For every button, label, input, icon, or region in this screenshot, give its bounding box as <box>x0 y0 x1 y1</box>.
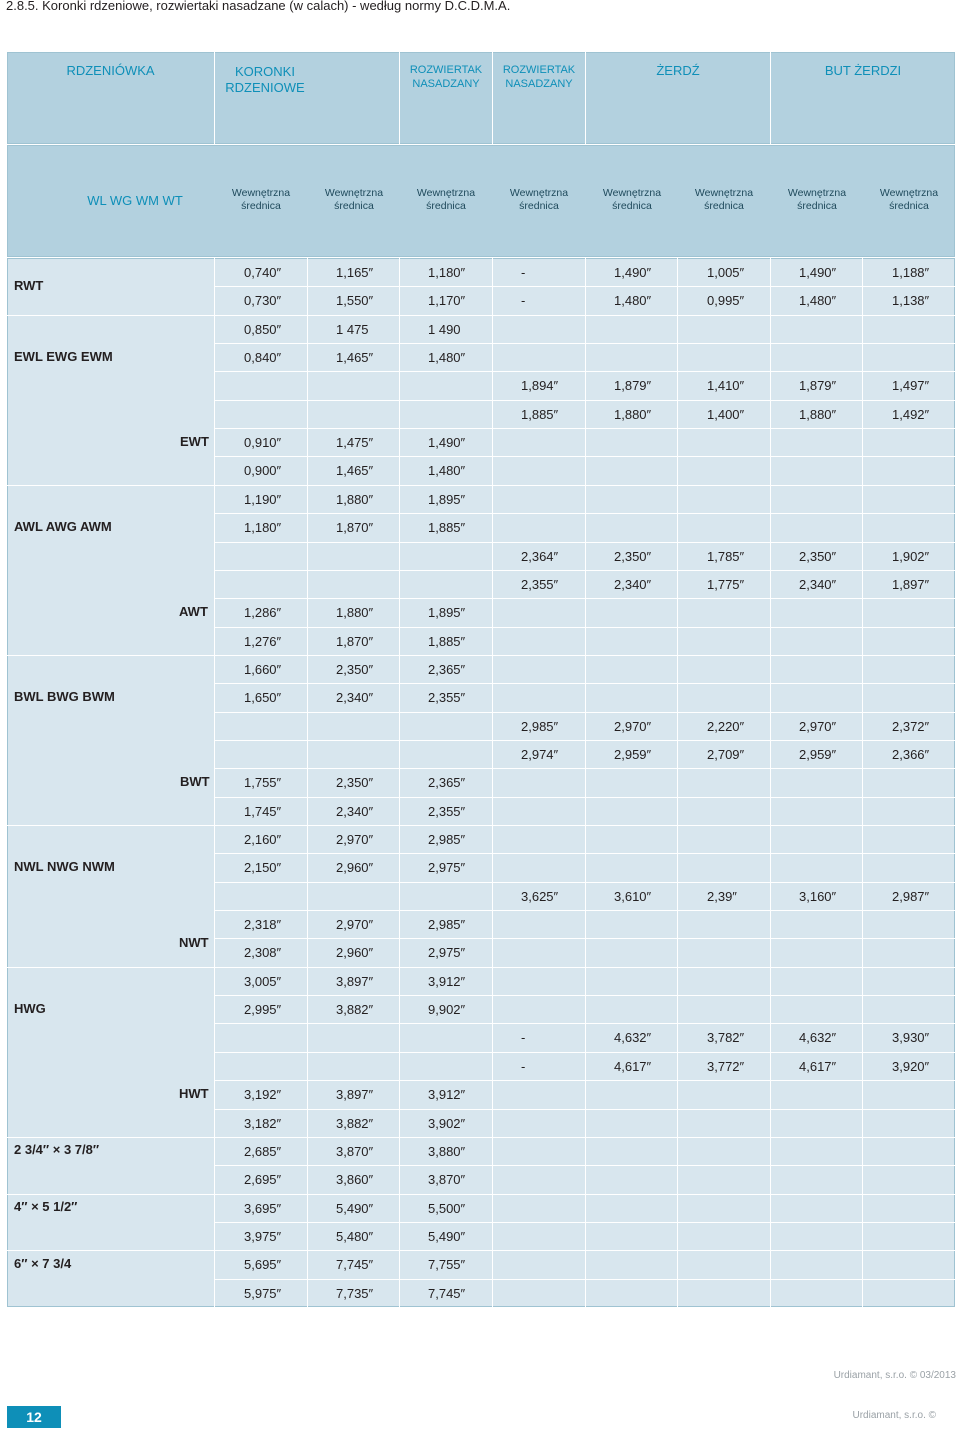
table-cell: 1,880″ <box>336 492 374 507</box>
table-cell: 3,920″ <box>892 1059 930 1074</box>
table-cell: 2,709″ <box>707 747 745 762</box>
table-cell: 3,870″ <box>428 1172 466 1187</box>
table-cell: 2,340″ <box>614 577 652 592</box>
header-but-zerdzi: BUT ŻERDZI <box>824 62 902 78</box>
header-inner-diameter: Wewnętrzna średnica <box>694 186 754 212</box>
table-cell: 2,308″ <box>244 945 282 960</box>
table-cell: 2,39″ <box>707 889 737 904</box>
label-size-2: 4″ × 5 1/2″ <box>14 1199 78 1214</box>
header-inner-diameter: Wewnętrzna średnica <box>416 186 476 212</box>
header-inner-diameter: Wewnętrzna średnica <box>509 186 569 212</box>
table-cell: 7,745″ <box>428 1286 466 1301</box>
header-rozwiertak-2: ROZWIERTAK NASADZANY <box>502 64 576 90</box>
row-divider <box>7 967 955 968</box>
table-cell: 1,895″ <box>428 492 466 507</box>
table-cell: 2,340″ <box>336 804 374 819</box>
row-divider <box>215 456 955 457</box>
row-divider <box>215 1165 955 1166</box>
row-divider <box>215 1109 955 1110</box>
table-cell: 2,355″ <box>428 690 466 705</box>
table-cell: 2,985″ <box>521 719 559 734</box>
table-cell: 4,617″ <box>799 1059 837 1074</box>
table-cell: 2,959″ <box>799 747 837 762</box>
header-koronki: KORONKI RDZENIOWE <box>225 63 305 95</box>
table-cell: 3,870″ <box>336 1144 374 1159</box>
row-divider <box>215 428 955 429</box>
row-divider <box>215 910 955 911</box>
table-cell: 3,897″ <box>336 1087 374 1102</box>
row-divider <box>215 882 955 883</box>
label-awt: AWT <box>179 604 208 619</box>
table-cell: 0,910″ <box>244 435 282 450</box>
table-cell: 1,745″ <box>244 804 282 819</box>
header-inner-diameter: Wewnętrzna średnica <box>324 186 384 212</box>
table-cell: 7,745″ <box>336 1257 374 1272</box>
copyright-date: Urdiamant, s.r.o. © 03/2013 <box>833 1370 956 1381</box>
table-cell: 2,685″ <box>244 1144 282 1159</box>
table-cell: 1,895″ <box>428 605 466 620</box>
label-hwg: HWG <box>14 1001 46 1016</box>
row-divider <box>215 1080 955 1081</box>
table-cell: 2,960″ <box>336 860 374 875</box>
column-divider <box>862 258 863 1308</box>
table-cell: 4,632″ <box>799 1030 837 1045</box>
table-cell: 1,497″ <box>892 378 930 393</box>
table-cell: 2,365″ <box>428 775 466 790</box>
table-cell: - <box>521 1030 526 1045</box>
column-divider <box>399 258 400 1308</box>
table-cell: 0,900″ <box>244 463 282 478</box>
column-divider <box>770 258 771 1308</box>
table-cell: 1,650″ <box>244 690 282 705</box>
header-inner-diameter: Wewnętrzna średnica <box>787 186 847 212</box>
table-cell: 4,632″ <box>614 1030 652 1045</box>
table-cell: 2,970″ <box>614 719 652 734</box>
table-cell: 2,959″ <box>614 747 652 762</box>
table-cell: 2,350″ <box>336 775 374 790</box>
row-divider <box>215 627 955 628</box>
row-divider <box>215 400 955 401</box>
table-cell: 2,970″ <box>799 719 837 734</box>
table-cell: 0,740″ <box>244 265 282 280</box>
table-cell: 3,912″ <box>428 974 466 989</box>
table-cell: 1,465″ <box>336 350 374 365</box>
row-divider <box>215 797 955 798</box>
table-cell: 1,660″ <box>244 662 282 677</box>
table-cell: 1,480″ <box>614 293 652 308</box>
row-divider <box>7 655 955 656</box>
table-cell: 2,970″ <box>336 917 374 932</box>
header-rdzeniowka: RDZENIÓWKA <box>66 62 155 78</box>
table-cell: 2,355″ <box>428 804 466 819</box>
table-cell: 3,625″ <box>521 889 559 904</box>
table-cell: 1,170″ <box>428 293 466 308</box>
table-cell: 5,490″ <box>428 1229 466 1244</box>
table-cell: 2,970″ <box>336 832 374 847</box>
column-divider <box>214 258 215 1308</box>
row-divider <box>215 598 955 599</box>
table-cell: 2,975″ <box>428 945 466 960</box>
table-cell: 1,490″ <box>799 265 837 280</box>
row-divider <box>215 343 955 344</box>
table-cell: 5,490″ <box>336 1201 374 1216</box>
row-divider <box>215 371 955 372</box>
header-zerdz: ŻERDŹ <box>656 62 700 78</box>
column-divider <box>307 258 308 1308</box>
table-cell: 2,350″ <box>336 662 374 677</box>
label-rwt: RWT <box>14 278 44 293</box>
table-cell: 2,366″ <box>892 747 930 762</box>
row-divider <box>7 1194 955 1195</box>
page-number: 12 <box>7 1406 61 1428</box>
table-cell: 1,005″ <box>707 265 745 280</box>
column-divider <box>492 258 493 1308</box>
row-divider <box>215 1222 955 1223</box>
table-cell: 2,365″ <box>428 662 466 677</box>
label-bwt: BWT <box>180 774 210 789</box>
table-cell: 1,550″ <box>336 293 374 308</box>
table-cell: 4,617″ <box>614 1059 652 1074</box>
row-divider <box>215 1052 955 1053</box>
table-cell: 1,400″ <box>707 407 745 422</box>
table-cell: 9,902″ <box>428 1002 466 1017</box>
table-cell: 2,340″ <box>336 690 374 705</box>
table-cell: 1,490″ <box>614 265 652 280</box>
table-cell: 3,882″ <box>336 1002 374 1017</box>
table-cell: 1,885″ <box>428 634 466 649</box>
table-cell: 2,372″ <box>892 719 930 734</box>
table-cell: 3,782″ <box>707 1030 745 1045</box>
table-cell: 3,610″ <box>614 889 652 904</box>
column-divider <box>585 258 586 1308</box>
row-divider <box>7 485 955 486</box>
table-cell: 0,730″ <box>244 293 282 308</box>
table-cell: 3,912″ <box>428 1087 466 1102</box>
table-cell: 5,975″ <box>244 1286 282 1301</box>
table-cell: 2,150″ <box>244 860 282 875</box>
row-divider <box>215 570 955 571</box>
row-divider <box>215 513 955 514</box>
label-bwl: BWL BWG BWM <box>14 689 115 704</box>
table-cell: 2,160″ <box>244 832 282 847</box>
row-divider <box>215 768 955 769</box>
table-cell: 1,897″ <box>892 577 930 592</box>
table-cell: 3,930″ <box>892 1030 930 1045</box>
table-cell: 2,355″ <box>521 577 559 592</box>
table-cell: 5,695″ <box>244 1257 282 1272</box>
header-inner-diameter: Wewnętrzna średnica <box>602 186 662 212</box>
row-divider <box>215 286 955 287</box>
table-cell: 1,894″ <box>521 378 559 393</box>
header-inner-diameter: Wewnętrzna średnica <box>231 186 291 212</box>
table-cell: 2,987″ <box>892 889 930 904</box>
label-nwt: NWT <box>179 935 209 950</box>
header-wl-wg-wm-wt: WL WG WM WT <box>87 192 183 208</box>
table-cell: 1,490″ <box>428 435 466 450</box>
header-rozwiertak-1: ROZWIERTAK NASADZANY <box>409 64 483 90</box>
table-cell: - <box>521 1059 526 1074</box>
table-cell: 7,755″ <box>428 1257 466 1272</box>
table-cell: 1,410″ <box>707 378 745 393</box>
table-cell: 1,755″ <box>244 775 282 790</box>
table-cell: 3,182″ <box>244 1116 282 1131</box>
column-divider <box>677 258 678 1308</box>
table-cell: 1,880″ <box>614 407 652 422</box>
label-size-3: 6″ × 7 3/4 <box>14 1256 72 1271</box>
table-cell: 7,735″ <box>336 1286 374 1301</box>
table-cell: 1,902″ <box>892 549 930 564</box>
table-cell: 3,192″ <box>244 1087 282 1102</box>
label-awl: AWL AWG AWM <box>14 519 112 534</box>
row-divider <box>7 1137 955 1138</box>
table-cell: 2,695″ <box>244 1172 282 1187</box>
table-cell: 1,165″ <box>336 265 374 280</box>
table-cell: 1,138″ <box>892 293 930 308</box>
table-cell: 1,880″ <box>336 605 374 620</box>
table-cell: 3,897″ <box>336 974 374 989</box>
table-cell: 5,500″ <box>428 1201 466 1216</box>
table-cell: 1,188″ <box>892 265 930 280</box>
table-cell: 3,860″ <box>336 1172 374 1187</box>
table-cell: 2,220″ <box>707 719 745 734</box>
table-cell: - <box>521 293 526 308</box>
label-ewl: EWL EWG EWM <box>14 349 113 364</box>
table-cell: 3,902″ <box>428 1116 466 1131</box>
label-hwt: HWT <box>179 1086 209 1101</box>
table-cell: 3,160″ <box>799 889 837 904</box>
table-cell: 1,880″ <box>799 407 837 422</box>
table-cell: 1,480″ <box>799 293 837 308</box>
table-cell: 0,995″ <box>707 293 745 308</box>
row-divider <box>215 1023 955 1024</box>
table-cell: 1,480″ <box>428 350 466 365</box>
row-divider <box>215 938 955 939</box>
row-divider <box>7 315 955 316</box>
section-title: 2.8.5. Koronki rdzeniowe, rozwiertaki nasadzane (w calach) - według normy D.C.D.M.A. <box>6 0 511 13</box>
table-cell: 2,975″ <box>428 860 466 875</box>
header-inner-diameter: Wewnętrzna średnica <box>879 186 939 212</box>
table-cell: - <box>521 265 526 280</box>
table-cell: 1,276″ <box>244 634 282 649</box>
table-cell: 2,995″ <box>244 1002 282 1017</box>
table-cell: 1,870″ <box>336 520 374 535</box>
row-divider <box>7 825 955 826</box>
table-cell: 2,364″ <box>521 549 559 564</box>
table-cell: 5,480″ <box>336 1229 374 1244</box>
table-cell: 1,475″ <box>336 435 374 450</box>
table-cell: 1,775″ <box>707 577 745 592</box>
table-cell: 0,850″ <box>244 322 282 337</box>
table-cell: 1,180″ <box>244 520 282 535</box>
table-cell: 1,190″ <box>244 492 282 507</box>
table-cell: 1,180″ <box>428 265 466 280</box>
table-cell: 1,465″ <box>336 463 374 478</box>
table-cell: 1,785″ <box>707 549 745 564</box>
copyright: Urdiamant, s.r.o. © <box>852 1410 936 1421</box>
table-cell: 1,879″ <box>614 378 652 393</box>
row-divider <box>215 683 955 684</box>
table-cell: 2,974″ <box>521 747 559 762</box>
label-nwl: NWL NWG NWM <box>14 859 115 874</box>
row-divider <box>7 1250 955 1251</box>
table-cell: 1 490 <box>428 322 461 337</box>
table-cell: 1,492″ <box>892 407 930 422</box>
row-divider <box>215 1279 955 1280</box>
row-divider <box>215 712 955 713</box>
table-cell: 1,885″ <box>428 520 466 535</box>
table-cell: 3,880″ <box>428 1144 466 1159</box>
table-cell: 2,985″ <box>428 832 466 847</box>
table-cell: 2,960″ <box>336 945 374 960</box>
table-cell: 1,870″ <box>336 634 374 649</box>
row-divider <box>215 853 955 854</box>
table-cell: 2,350″ <box>614 549 652 564</box>
table-cell: 1,480″ <box>428 463 466 478</box>
table-cell: 1 475 <box>336 322 369 337</box>
table-cell: 3,975″ <box>244 1229 282 1244</box>
table-cell: 3,882″ <box>336 1116 374 1131</box>
label-ewt: EWT <box>180 434 209 449</box>
table-cell: 0,840″ <box>244 350 282 365</box>
table-cell: 1,879″ <box>799 378 837 393</box>
table-cell: 2,340″ <box>799 577 837 592</box>
row-divider <box>215 542 955 543</box>
row-divider <box>215 995 955 996</box>
row-divider <box>215 740 955 741</box>
table-cell: 2,985″ <box>428 917 466 932</box>
table-cell: 3,695″ <box>244 1201 282 1216</box>
table-cell: 3,772″ <box>707 1059 745 1074</box>
table-cell: 1,286″ <box>244 605 282 620</box>
label-size-1: 2 3/4″ × 3 7/8″ <box>14 1142 100 1157</box>
table-cell: 1,885″ <box>521 407 559 422</box>
table-cell: 2,318″ <box>244 917 282 932</box>
table-cell: 2,350″ <box>799 549 837 564</box>
table-cell: 3,005″ <box>244 974 282 989</box>
